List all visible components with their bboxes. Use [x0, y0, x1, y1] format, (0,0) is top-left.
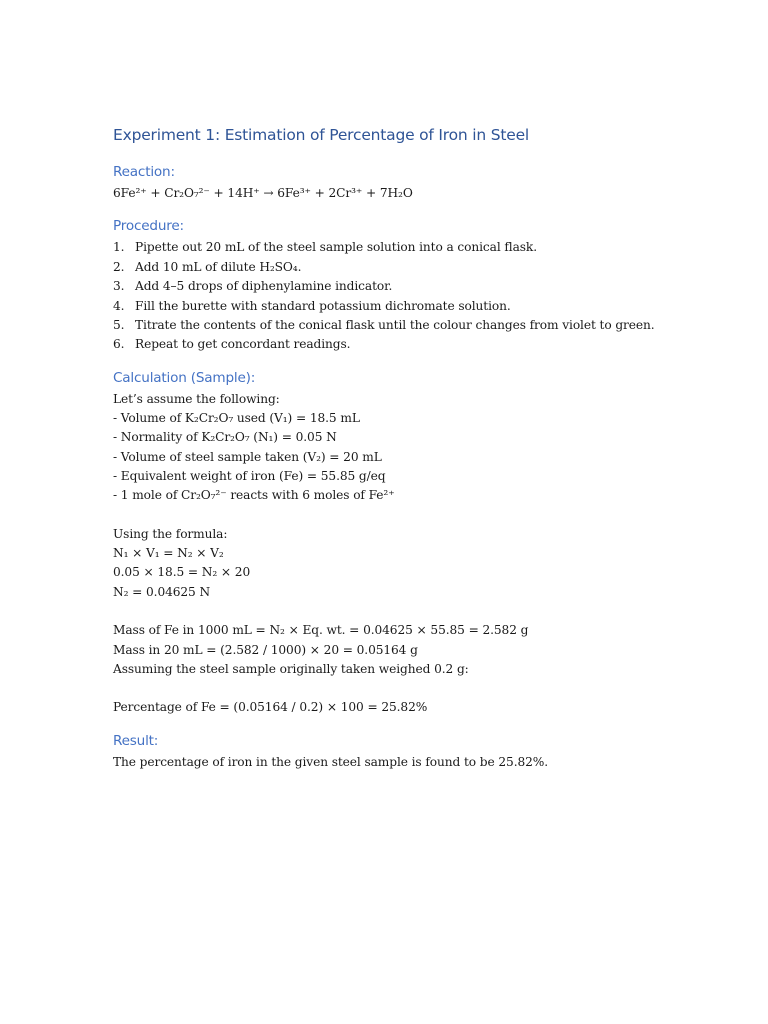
- procedure-step: [113, 297, 673, 316]
- procedure-step: [113, 316, 673, 335]
- formula-line: N₂ = 0.04625 N: [113, 584, 211, 599]
- step-number: 2.: [113, 259, 125, 274]
- formula-line: 0.05 × 18.5 = N₂ × 20: [113, 565, 251, 580]
- step-text: Add 4–5 drops of diphenylamine indicator.: [135, 279, 393, 294]
- assumption-line: - 1 mole of Cr₂O₇²⁻ reacts with 6 moles of Fe²⁺: [113, 488, 395, 503]
- step-text: Fill the burette with standard potassium dichromate solution.: [135, 298, 511, 313]
- formula-intro: Using the formula:: [113, 526, 228, 541]
- assumption-line: - Normality of K₂Cr₂O₇ (N₁) = 0.05 N: [113, 430, 337, 445]
- procedure-step: [113, 258, 673, 277]
- step-number: 3.: [113, 279, 125, 294]
- step-number: 1.: [113, 240, 125, 255]
- procedure-step: [113, 238, 673, 257]
- calculation-heading: Calculation (Sample):: [113, 369, 256, 386]
- procedure-step: [113, 277, 673, 296]
- formula-line: N₁ × V₁ = N₂ × V₂: [113, 546, 224, 561]
- mass-line: Assuming the steel sample originally taken weighed 0.2 g:: [113, 661, 469, 676]
- procedure-step: [113, 335, 673, 354]
- assumption-intro: Let’s assume the following:: [113, 391, 280, 406]
- step-text: Repeat to get concordant readings.: [135, 337, 351, 352]
- step-number: 5.: [113, 317, 125, 332]
- reaction-equation: 6Fe²⁺ + Cr₂O₇²⁻ + 14H⁺ → 6Fe³⁺ + 2Cr³⁺ + 7H₂O: [113, 186, 413, 200]
- result-heading: Result:: [113, 732, 159, 749]
- assumption-line: - Volume of K₂Cr₂O₇ used (V₁) = 18.5 mL: [113, 411, 360, 426]
- procedure-heading: Procedure:: [113, 218, 184, 235]
- step-number: 4.: [113, 298, 125, 313]
- mass-line: Mass of Fe in 1000 mL = N₂ × Eq. wt. = 0.04625 × 55.85 = 2.582 g: [113, 623, 529, 638]
- assumption-line: - Equivalent weight of iron (Fe) = 55.85 g/eq: [113, 468, 386, 483]
- step-text: Titrate the contents of the conical flask until the colour changes from violet to green.: [135, 317, 655, 332]
- step-text: Pipette out 20 mL of the steel sample solution into a conical flask.: [135, 240, 537, 255]
- reaction-heading: Reaction:: [113, 164, 175, 180]
- result-text: The percentage of iron in the given steel sample is found to be 25.82%.: [113, 754, 549, 769]
- assumption-line: - Volume of steel sample taken (V₂) = 20 mL: [113, 449, 382, 464]
- step-text: Add 10 mL of dilute H₂SO₄.: [135, 259, 302, 274]
- document-page: [113, 125, 673, 772]
- mass-line: Mass in 20 mL = (2.582 / 1000) × 20 = 0.05164 g: [113, 642, 418, 657]
- percentage-line: Percentage of Fe = (0.05164 / 0.2) × 100 = 25.82%: [113, 700, 428, 715]
- procedure-list: [113, 238, 673, 354]
- document-title: Experiment 1: Estimation of Percentage of Iron in Steel: [113, 126, 530, 144]
- step-number: 6.: [113, 337, 125, 352]
